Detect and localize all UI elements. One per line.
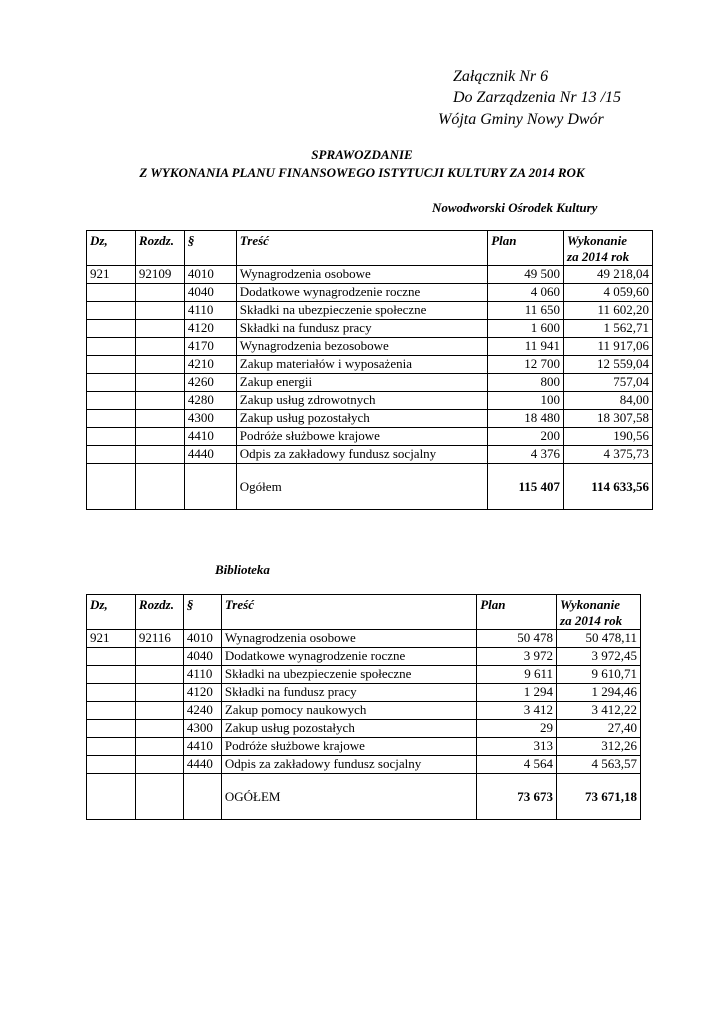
cell-paragraph (183, 774, 221, 820)
cell-plan: 3 972 (477, 648, 557, 666)
cell-wykonanie: 4 375,73 (564, 446, 653, 464)
total-row (87, 774, 641, 820)
table-row (87, 392, 653, 410)
cell-paragraph: 4300 (184, 410, 236, 428)
report-title-line1: SPRAWOZDANIE (311, 147, 413, 162)
cell-plan: 11 941 (488, 338, 564, 356)
total-row (87, 464, 653, 510)
table-row (87, 266, 653, 284)
cell-paragraph: 4410 (184, 428, 236, 446)
cell-tresc: Składki na fundusz pracy (236, 320, 487, 338)
institution-name-2: Biblioteka (215, 562, 270, 577)
cell-plan: 200 (488, 428, 564, 446)
cell-tresc: Podróże służbowe krajowe (221, 738, 476, 756)
cell-dz (87, 356, 136, 374)
cell-wykonanie: 18 307,58 (564, 410, 653, 428)
cell-rozdz: 92109 (135, 266, 184, 284)
cell-tresc: Składki na ubezpieczenie społeczne (221, 666, 476, 684)
col-paragraph: § (184, 231, 236, 266)
cell-dz (87, 320, 136, 338)
total-label: OGÓŁEM (221, 774, 476, 820)
cell-paragraph: 4300 (183, 720, 221, 738)
cell-rozdz (135, 684, 183, 702)
cell-rozdz (135, 338, 184, 356)
cell-tresc: Składki na ubezpieczenie społeczne (236, 302, 487, 320)
cell-tresc: Odpis za zakładowy fundusz socjalny (236, 446, 487, 464)
cell-dz (87, 666, 136, 684)
cell-dz (87, 648, 136, 666)
cell-paragraph: 4240 (183, 702, 221, 720)
cell-rozdz (135, 648, 183, 666)
cell-rozdz (135, 302, 184, 320)
cell-rozdz (135, 410, 184, 428)
cell-tresc: Zakup energii (236, 374, 487, 392)
cell-dz (87, 720, 136, 738)
table-row (87, 410, 653, 428)
cell-rozdz (135, 756, 183, 774)
cell-rozdz (135, 356, 184, 374)
cell-wykonanie: 12 559,04 (564, 356, 653, 374)
total-wykonanie: 114 633,56 (564, 464, 653, 510)
cell-rozdz (135, 320, 184, 338)
cell-plan: 50 478 (477, 630, 557, 648)
table-row (87, 648, 641, 666)
cell-rozdz (135, 446, 184, 464)
cell-wykonanie: 4 059,60 (564, 284, 653, 302)
cell-rozdz (135, 774, 183, 820)
cell-paragraph: 4440 (183, 756, 221, 774)
cell-paragraph: 4040 (184, 284, 236, 302)
cell-tresc: Wynagrodzenia osobowe (236, 266, 487, 284)
cell-rozdz (135, 428, 184, 446)
cell-wykonanie: 190,56 (564, 428, 653, 446)
cell-plan: 800 (488, 374, 564, 392)
cell-rozdz: 92116 (135, 630, 183, 648)
cell-tresc: Odpis za zakładowy fundusz socjalny (221, 756, 476, 774)
col-dz: Dz, (87, 595, 136, 630)
col-dz: Dz, (87, 231, 136, 266)
ordinance-reference: Do Zarządzenia Nr 13 /15 (453, 89, 622, 106)
cell-plan: 4 376 (488, 446, 564, 464)
cell-dz (87, 374, 136, 392)
col-wykonanie-line2: za 2014 rok (567, 249, 630, 264)
table-row (87, 428, 653, 446)
cell-rozdz (135, 464, 184, 510)
table-row (87, 446, 653, 464)
cell-dz (87, 284, 136, 302)
cell-wykonanie: 11 602,20 (564, 302, 653, 320)
cell-paragraph: 4170 (184, 338, 236, 356)
cell-plan: 100 (488, 392, 564, 410)
table-row (87, 756, 641, 774)
cell-tresc: Podróże służbowe krajowe (236, 428, 487, 446)
cell-plan: 1 294 (477, 684, 557, 702)
col-rozdz: Rozdz. (135, 595, 183, 630)
cell-tresc: Wynagrodzenia bezosobowe (236, 338, 487, 356)
table-row (87, 284, 653, 302)
col-tresc: Treść (236, 231, 487, 266)
cell-rozdz (135, 284, 184, 302)
total-plan: 73 673 (477, 774, 557, 820)
total-label: Ogółem (236, 464, 487, 510)
cell-wykonanie: 27,40 (557, 720, 641, 738)
cell-wykonanie: 312,26 (557, 738, 641, 756)
cell-wykonanie: 1 562,71 (564, 320, 653, 338)
cell-paragraph: 4110 (184, 302, 236, 320)
cell-paragraph: 4120 (184, 320, 236, 338)
cell-tresc: Zakup usług zdrowotnych (236, 392, 487, 410)
cell-dz (87, 702, 136, 720)
cell-dz (87, 464, 136, 510)
cell-plan: 29 (477, 720, 557, 738)
cell-tresc: Zakup usług pozostałych (236, 410, 487, 428)
cell-plan: 3 412 (477, 702, 557, 720)
cell-rozdz (135, 392, 184, 410)
cell-paragraph: 4010 (183, 630, 221, 648)
table-row (87, 702, 641, 720)
cell-dz (87, 428, 136, 446)
table-row (87, 356, 653, 374)
report-title (0, 146, 724, 182)
cell-dz: 921 (87, 266, 136, 284)
finance-table-library (86, 594, 641, 820)
table-body (87, 630, 641, 820)
cell-dz (87, 410, 136, 428)
table-header-row (87, 231, 653, 266)
cell-dz (87, 302, 136, 320)
table-row (87, 630, 641, 648)
cell-paragraph: 4010 (184, 266, 236, 284)
cell-wykonanie: 1 294,46 (557, 684, 641, 702)
total-wykonanie: 73 671,18 (557, 774, 641, 820)
col-plan: Plan (488, 231, 564, 266)
cell-plan: 12 700 (488, 356, 564, 374)
cell-plan: 313 (477, 738, 557, 756)
issuer: Wójta Gminy Nowy Dwór (438, 111, 604, 128)
cell-paragraph: 4210 (184, 356, 236, 374)
col-wykonanie-line2: za 2014 rok (560, 613, 623, 628)
cell-rozdz (135, 374, 184, 392)
cell-paragraph: 4040 (183, 648, 221, 666)
cell-paragraph: 4110 (183, 666, 221, 684)
cell-plan: 11 650 (488, 302, 564, 320)
cell-tresc: Wynagrodzenia osobowe (221, 630, 476, 648)
col-wykonanie-line1: Wykonanie (560, 597, 620, 612)
col-wykonanie-line1: Wykonanie (567, 233, 627, 248)
total-plan: 115 407 (488, 464, 564, 510)
cell-tresc: Dodatkowe wynagrodzenie roczne (236, 284, 487, 302)
cell-rozdz (135, 738, 183, 756)
cell-paragraph: 4440 (184, 446, 236, 464)
cell-tresc: Zakup materiałów i wyposażenia (236, 356, 487, 374)
cell-plan: 18 480 (488, 410, 564, 428)
cell-dz (87, 446, 136, 464)
report-title-line2: Z WYKONANIA PLANU FINANSOWEGO ISTYTUCJI KULTURY ZA 2014 ROK (139, 165, 585, 180)
col-tresc: Treść (221, 595, 476, 630)
table-row (87, 666, 641, 684)
cell-dz (87, 738, 136, 756)
table-row (87, 720, 641, 738)
annex-number: Załącznik Nr 6 (453, 68, 549, 85)
cell-plan: 49 500 (488, 266, 564, 284)
cell-paragraph (184, 464, 236, 510)
cell-tresc: Zakup usług pozostałych (221, 720, 476, 738)
cell-paragraph: 4410 (183, 738, 221, 756)
cell-rozdz (135, 666, 183, 684)
cell-wykonanie: 3 412,22 (557, 702, 641, 720)
cell-dz (87, 684, 136, 702)
col-wykonanie (564, 231, 653, 266)
cell-rozdz (135, 702, 183, 720)
finance-table-culture-center (86, 230, 653, 510)
cell-paragraph: 4260 (184, 374, 236, 392)
cell-tresc: Zakup pomocy naukowych (221, 702, 476, 720)
cell-tresc: Dodatkowe wynagrodzenie roczne (221, 648, 476, 666)
cell-paragraph: 4280 (184, 392, 236, 410)
col-wykonanie (557, 595, 641, 630)
cell-dz (87, 774, 136, 820)
table-row (87, 338, 653, 356)
table-row (87, 320, 653, 338)
col-rozdz: Rozdz. (135, 231, 184, 266)
cell-wykonanie: 4 563,57 (557, 756, 641, 774)
cell-wykonanie: 84,00 (564, 392, 653, 410)
col-paragraph: § (183, 595, 221, 630)
cell-dz (87, 338, 136, 356)
cell-plan: 1 600 (488, 320, 564, 338)
cell-wykonanie: 50 478,11 (557, 630, 641, 648)
cell-wykonanie: 49 218,04 (564, 266, 653, 284)
table-row (87, 684, 641, 702)
cell-dz: 921 (87, 630, 136, 648)
cell-dz (87, 392, 136, 410)
cell-wykonanie: 9 610,71 (557, 666, 641, 684)
cell-plan: 9 611 (477, 666, 557, 684)
col-plan: Plan (477, 595, 557, 630)
table-row (87, 302, 653, 320)
cell-wykonanie: 3 972,45 (557, 648, 641, 666)
cell-plan: 4 564 (477, 756, 557, 774)
table-row (87, 738, 641, 756)
table-row (87, 374, 653, 392)
cell-tresc: Składki na fundusz pracy (221, 684, 476, 702)
institution-name-1: Nowodworski Ośrodek Kultury (432, 200, 598, 215)
cell-paragraph: 4120 (183, 684, 221, 702)
cell-wykonanie: 757,04 (564, 374, 653, 392)
table-header-row (87, 595, 641, 630)
cell-rozdz (135, 720, 183, 738)
cell-plan: 4 060 (488, 284, 564, 302)
table-body (87, 266, 653, 510)
cell-wykonanie: 11 917,06 (564, 338, 653, 356)
cell-dz (87, 756, 136, 774)
